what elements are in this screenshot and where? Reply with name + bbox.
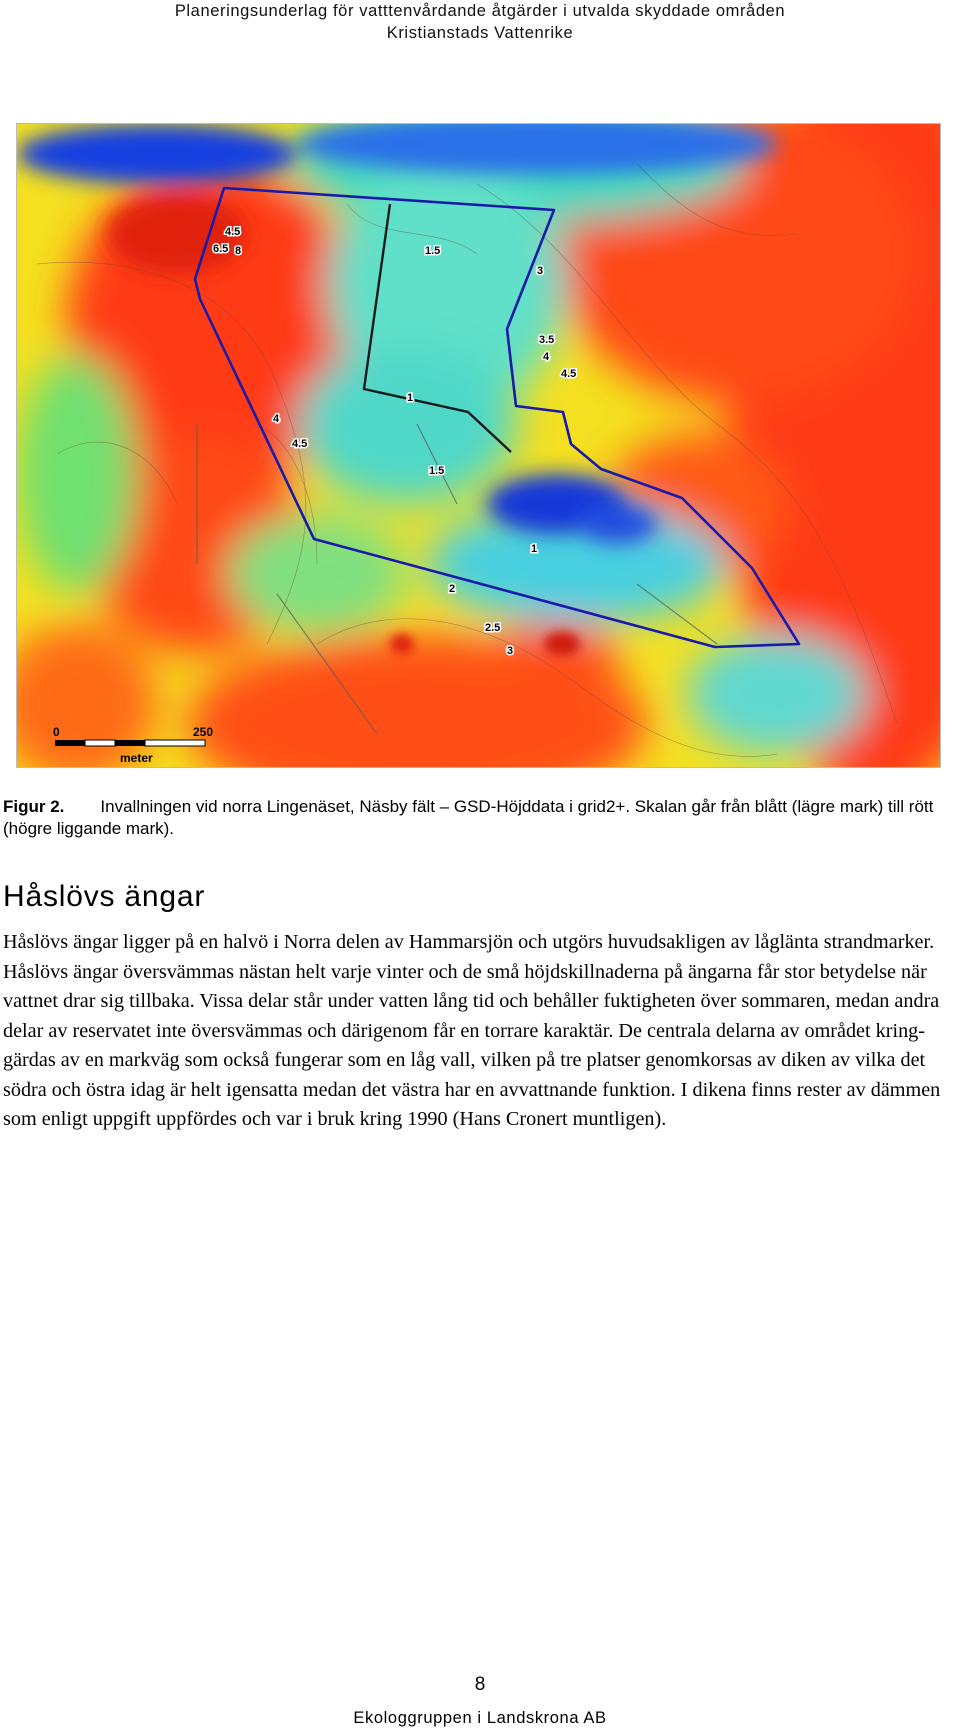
map-label: 4.5 xyxy=(561,368,577,380)
map-label: 1 xyxy=(407,392,414,404)
map-label: 1.5 xyxy=(425,245,441,257)
map-label: 4 xyxy=(273,413,280,425)
map-label: 3 xyxy=(507,645,514,657)
section-body: Håslövs ängar ligger på en halvö i Norra delen av Hammarsjön och utgörs huvudsakligen av låglänta strandmarker. Håslövs ängar översvämmas nästan helt varje vinter och de små höjdskillnaderna på ängarna får stor betydelse när vattnet drar sig tillbaka. Vissa delar står under vatten lång tid och behåller fuktigheten över sommaren, medan andra delar av reservatet inte översvämmas och därigenom får en torrare karaktär. De centrala delarna av området kring-gärdas av en markväg som också fungerar som en låg vall, vilken på tre platser genomkorsas av diken av vilka det södra och östra idag är helt igensatta medan det västra har en avvattnande funktion. I dikena finns rester av dämmen som enligt uppgift uppfördes och var i bruk kring 1990 (Hans Cronert muntligen). xyxy=(3,931,941,1130)
scale-unit: meter xyxy=(120,751,153,765)
map-label: 6.5 xyxy=(213,243,229,255)
header-subtitle: Kristianstads Vattenrike xyxy=(386,24,574,42)
figure-label: Figur 2. xyxy=(3,797,65,816)
map-label: 1 xyxy=(531,543,538,555)
map-label: 4 xyxy=(543,351,550,363)
map-label: 2 xyxy=(449,583,456,595)
map-label: 2.5 xyxy=(485,622,501,634)
map-label: 4.5 xyxy=(225,226,241,238)
map-label: 8 xyxy=(235,245,242,257)
scale-start: 0 xyxy=(53,725,60,739)
header-title: Planeringsunderlag för vatttenvårdande åtgärder i utvalda skyddade områden xyxy=(174,2,786,20)
section-heading: Håslövs ängar xyxy=(3,880,206,913)
map-label: 3 xyxy=(537,265,544,277)
figure-caption xyxy=(3,796,948,840)
map-label: 1.5 xyxy=(429,465,445,477)
map-label: 3.5 xyxy=(539,334,555,346)
page-footer: Ekologgruppen i Landskrona AB xyxy=(353,1709,607,1727)
page-number: 8 xyxy=(474,1674,486,1695)
terrain-layer xyxy=(16,123,941,768)
elevation-map xyxy=(16,123,941,768)
figure-caption-text: Invallningen vid norra Lingenäset, Näsby fält – GSD-Höjddata i grid2+. Skalan går från blått (lägre mark) till rött (högre liggande mark). xyxy=(3,797,934,838)
scale-end: 250 xyxy=(193,725,214,739)
map-label: 4.5 xyxy=(292,438,308,450)
